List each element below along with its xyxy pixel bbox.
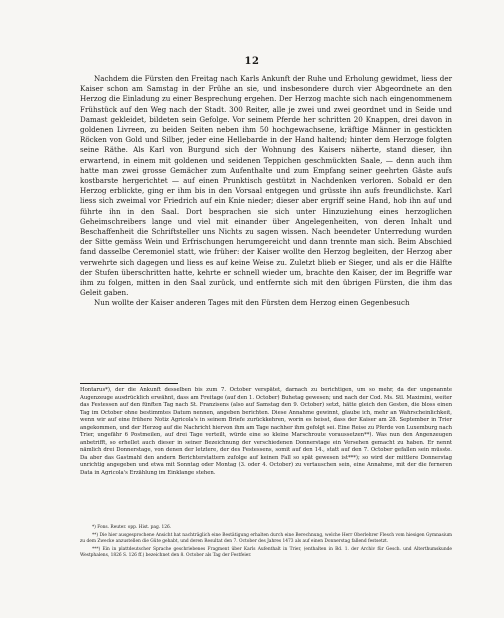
footnotes [80,525,452,559]
footnote: **) Die hier ausgesprochene Ansicht hat nachträglich eine Bestätigung erhalten durch eine Berechnung, welche Herr Oberlehrer Flesch vom hiesigen Gymnasium zu dem Zwecke anzustellen die Güte gehabt, und deren Resultat den 7. October des Jahres 1473 als auf einen Donnerstag fallend festsetzt. [80,532,452,544]
footnote-text: Hontarus*), der die Ankunft desselben bis zum 7. October verspätet, darnach zu berichtigen, um so mehr, da der ungenannte Augenzeuge ausdrücklich erwähnt, dass am Freitage (auf den 1. October) Buhetag gewesen; und nach der Cod. Ms. Stl. Maximini, weiter das Festessen auf den fünften Tag nach St. Franzisens (also auf Samstag den 9. October) setzt, hätte gleich den Gesten, die bloss einen Tag im October ohne bestimmtes Datum nennen, angeben berichten. Diese Annahme gewinnt, glaube ich, mehr an Wahrscheinlichkeit, wenn wir auf eine frühere Notiz Agricola's in seinem Briefe zurückkehren, worin es heisst, dass der Kaiser am 28. September in Trier angekommen, und der Herzog auf die Nachricht hiervon ihm am Tage nachher ihm gefolgt sei. Eine Reise zu Pferde von Luxemburg nach Trier, ungefähr 6 Postmeilen, auf drei Tage verteilt, würde eine so kleine Marschroute voraussetzen**). Was nun den Angenzeugen anbetrifft, so erhellet auch dieser in seiner Bezeichnung der verschiedenen Donnerstage ein Versehen gemacht zu haben. Er nennt nämlich drei Donnerstage, von denen der letztere, der des Festessens, somit auf den 14., statt auf den 7. October gefallen sein müsste. Da aber das Gastmahl den andern Berichterstattern zufolge auf keinen Fall so spät gewesen ist***); so wird der mittlere Donnerstag unrichtig angegeben und etwa mit Sonntag oder Montag (3. oder 4. October) zu vertauschen sein, eine Annahme, mit der die ferneren Data in Agricola's Erzählung im Einklange stehen. [80,387,452,477]
paragraph: Nachdem die Fürsten den Freitag nach Karls Ankunft der Ruhe und Erholung gewidmet, liess der Kaiser schon am Samstag in der Frühe an sie, und insbesondere durch vier Abgeordnete an den Herzog die Einladung zu einer Besprechung ergehen. Der Herzog machte sich nach eingenommenem Frühstück auf den Weg nach der Stadt. 300 Reiter, alle je zwei und zwei geordnet und in Seide und Damast gekleidet, bildeten sein Gefolge. Vor seinem Pferde her schritten 20 Knappen, drei davon in goldenen Livreen, zu beiden Seiten neben ihm 50 hochgewachsene, kräftige Männer in gestickten Röcken von Gold und Silber, jeder eine Hellebarde in der Hand haltend; hinter dem Herzoge folgten seine Räthe. Als Karl von Burgund sich der Wohnung des Kaisers näherte, stand dieser, ihn erwartend, in einem mit goldenen und seidenen Teppichen geschmückten Saale, — denn auch ihm hatte man zwei grosse Gemächer zum Aufenthalte und zum Empfang seiner geehrten Gäste aufs kostbarste hergerichtet — auf einen Prunktisch gestützt in Nachdenken verloren. Sobald er den Herzog erblickte, ging er ihm bis in den Vorsaal entgegen und grüsste ihn aufs freundlichste. Karl liess sich zweimal vor Friedrich auf ein Knie nieder; dieser aber ergriff seine Hand, hob ihn auf und führte ihn in den Saal. Dort besprachen sie sich unter Hinzuziehung eines herzoglichen Geheimschreibers lange und viel mit einander über Angelegenheiten, von deren Inhalt und Beschaffenheit die Schriftsteller uns Nichts zu sagen wissen. Nach beendeter Unterredung wurden der Sitte gemäss Wein und Erfrischungen herumgereicht und dann trennte man sich. Beim Abschied fand dasselbe Ceremoniel statt, wie früher: der Kaiser wollte den Herzog begleiten, der Herzog aber verwehrte sich dagegen und liess es auf keine Weise zu. Zuletzt blieb er Sieger, und als er die Hälfte der Stufen überschritten hatte, kehrte er schnell wieder um, brachte den Kaiser, der im Begriffe war ihm zu folgen, mitten in den Saal zurück, und entfernte sich mit den übrigen Fürsten, die ihm das Geleit gaben. [80,74,452,298]
footnote: ***) Ein in plattdeutscher Sprache geschriebenes Fragment über Karls Aufenthalt in Trier, (enthalten in Bd. 1. der Archiv für Gesch. und Alterthumskunde Westphalens, 1826 S. 126 ff.) bezeichnet den 8. October als Tag der Festfeier. [80,546,452,558]
footnote-divider [80,383,178,384]
main-text [80,74,452,309]
paragraph: Nun wollte der Kaiser anderen Tages mit den Fürsten dem Herzog einen Gegenbesuch [94,298,410,308]
footnote-continuation [80,387,452,478]
page-number: 12 [244,56,260,67]
footnote: *) Fons. Reuter. opp. Hist. pag. 126. [92,525,172,530]
